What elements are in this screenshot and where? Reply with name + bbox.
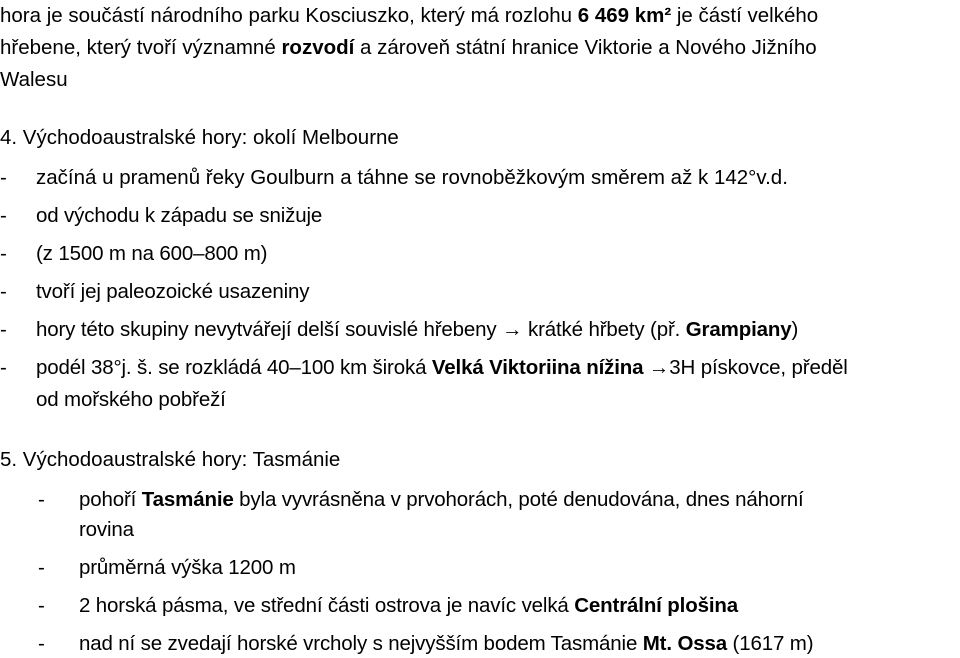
- bold-term-mt-ossa: Mt. Ossa: [642, 632, 727, 655]
- list-item: [0, 634, 960, 658]
- list-item: [0, 206, 960, 230]
- intro-text: je částí velkého: [671, 4, 819, 27]
- area-value: 6 469 km²: [577, 4, 672, 27]
- item-text: nad ní se zvedají horské vrcholy s nejvyšším bodem Tasmánie: [79, 632, 643, 655]
- item-text: ): [791, 318, 799, 341]
- bullet-dash: -: [38, 488, 45, 511]
- section-4-heading: [0, 128, 399, 149]
- section-5-heading: [0, 450, 340, 471]
- bullet-dash: -: [0, 166, 7, 189]
- list-item: [0, 282, 960, 306]
- item-text: →3H pískovce, předěl: [643, 356, 848, 379]
- item-text: rovina: [79, 518, 134, 541]
- intro-text: a zároveň státní hranice Viktorie a Nového Jižního: [354, 36, 817, 59]
- item-text: (1617 m): [727, 632, 814, 655]
- bullet-dash: -: [0, 318, 7, 341]
- heading-text: 5. Východoaustralské hory: Tasmánie: [0, 448, 341, 471]
- bold-term-tasmanie: Tasmánie: [141, 488, 234, 511]
- item-text: tvoří jej paleozoické usazeniny: [36, 280, 310, 303]
- list-item-continuation: [0, 390, 960, 414]
- list-item: [0, 558, 960, 582]
- item-text: začíná u pramenů řeky Goulburn a táhne se rovnoběžkovým směrem až k 142°v.d.: [36, 166, 788, 189]
- intro-line-2: [0, 38, 817, 59]
- item-text: byla vyvrásněna v prvohorách, poté denudována, dnes náhorní: [233, 488, 804, 511]
- list-item: [0, 168, 960, 192]
- bullet-dash: -: [0, 242, 7, 265]
- intro-text: hřebene, který tvoří významné: [0, 36, 282, 59]
- bullet-dash: -: [38, 556, 45, 579]
- item-text: od mořského pobřeží: [36, 388, 226, 411]
- bold-term-velka-viktoriina-nizina: Velká Viktoriina nížina: [431, 356, 644, 379]
- list-item-continuation: [0, 520, 960, 544]
- heading-text: 4. Východoaustralské hory: okolí Melbourne: [0, 126, 399, 149]
- list-item: [0, 320, 960, 344]
- intro-text: Walesu: [0, 68, 68, 91]
- list-item: [0, 596, 960, 620]
- bullet-dash: -: [0, 280, 7, 303]
- intro-line-1: [0, 6, 818, 27]
- item-text: (z 1500 m na 600–800 m): [36, 242, 268, 265]
- list-item: [0, 490, 960, 514]
- list-item: [0, 244, 960, 268]
- item-text: průměrná výška 1200 m: [79, 556, 296, 579]
- list-item: [0, 358, 960, 382]
- item-text: hory této skupiny nevytvářejí delší souvislé hřebeny → krátké hřbety (př.: [36, 318, 686, 341]
- intro-line-3: [0, 70, 68, 91]
- item-text: podél 38°j. š. se rozkládá 40–100 km široká: [36, 356, 432, 379]
- bold-term-rozvodi: rozvodí: [281, 36, 355, 59]
- item-text: 2 horská pásma, ve střední části ostrova je navíc velká: [79, 594, 575, 617]
- bullet-dash: -: [0, 204, 7, 227]
- intro-text: hora je součástí národního parku Kosciuszko, který má rozlohu: [0, 4, 578, 27]
- item-text: pohoří: [79, 488, 142, 511]
- bold-term-grampiany: Grampiany: [685, 318, 792, 341]
- bullet-dash: -: [38, 594, 45, 617]
- bullet-dash: -: [0, 356, 7, 379]
- item-text: od východu k západu se snižuje: [36, 204, 323, 227]
- bold-term-centralni-plosina: Centrální plošina: [574, 594, 738, 617]
- bullet-dash: -: [38, 632, 45, 655]
